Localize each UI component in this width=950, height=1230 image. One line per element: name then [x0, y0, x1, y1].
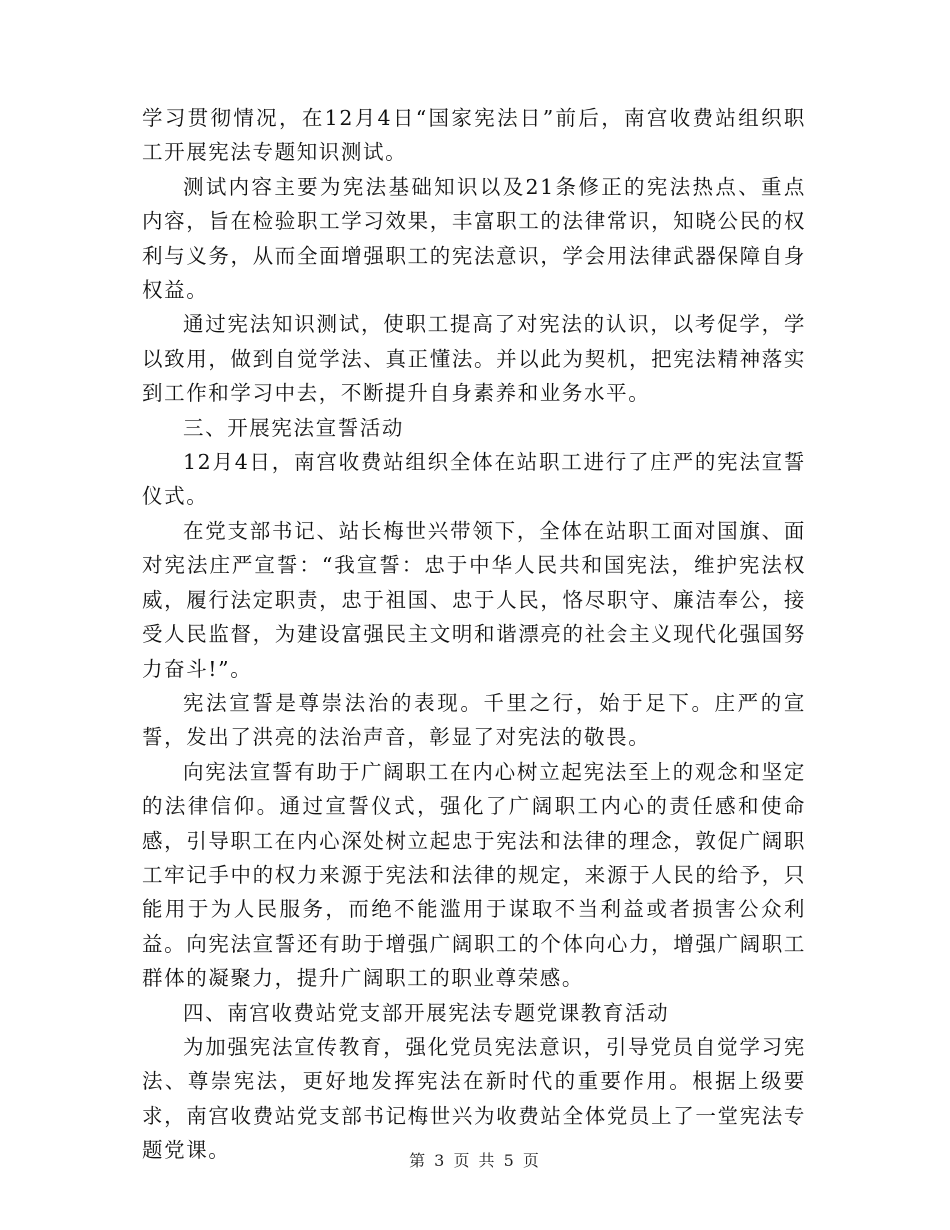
paragraph: 为加强宪法宣传教育，强化党员宪法意识，引导党员自觉学习宪法、尊崇宪法，更好地发挥宪法在新时代的重要作用。根据上级要求，南宫收费站党支部书记梅世兴为收费站全体党员上了一堂宪法专题党课。 — [142, 1034, 806, 1163]
paragraph: 在党支部书记、站长梅世兴带领下，全体在站职工面对国旗、面对宪法庄严宣誓：“我宣誓：忠于中华人民共和国宪法，维护宪法权威，履行法定职责，忠于祖国、忠于人民，恪尽职守、廉洁奉公，接受人民监督，为建设富强民主文明和谐漂亮的社会主义现代化强国努力奋斗!”。 — [142, 518, 806, 681]
page-footer — [0, 1148, 950, 1171]
paragraph: 宪法宣誓是尊崇法治的表现。千里之行，始于足下。庄严的宣誓，发出了洪亮的法治声音，彰显了对宪法的敬畏。 — [142, 690, 806, 750]
section-heading: 三、开展宪法宣誓活动 — [183, 415, 404, 440]
paragraph: 测试内容主要为宪法基础知识以及21条修正的宪法热点、重点内容，旨在检验职工学习效果，丰富职工的法律常识，知晓公民的权利与义务，从而全面增强职工的宪法意识，学会用法律武器保障自身权益。 — [142, 174, 806, 303]
paragraph: 学习贯彻情况，在12月4日“国家宪法日”前后，南宫收费站组织职工开展宪法专题知识测试。 — [142, 106, 806, 165]
page-number: 第 3 页 共 5 页 — [409, 1151, 541, 1170]
section-heading: 四、南宫收费站党支部开展宪法专题党课教育活动 — [183, 1000, 670, 1025]
paragraph: 通过宪法知识测试，使职工提高了对宪法的认识，以考促学，学以致用，做到自觉学法、真正懂法。并以此为契机，把宪法精神落实到工作和学习中去，不断提升自身素养和业务水平。 — [142, 312, 806, 406]
document-body — [142, 101, 806, 1168]
paragraph: 12月4日，南宫收费站组织全体在站职工进行了庄严的宪法宣誓仪式。 — [142, 450, 806, 509]
paragraph: 向宪法宣誓有助于广阔职工在内心树立起宪法至上的观念和坚定的法律信仰。通过宣誓仪式，强化了广阔职工内心的责任感和使命感，引导职工在内心深处树立起忠于宪法和法律的理念，敦促广阔职工牢记手中的权力来源于宪法和法律的规定，来源于人民的给予，只能用于为人民服务，而绝不能滥用于谋取不当利益或者损害公众利益。向宪法宣誓还有助于增强广阔职工的个体向心力，增强广阔职工群体的凝聚力，提升广阔职工的职业尊荣感。 — [142, 759, 806, 991]
